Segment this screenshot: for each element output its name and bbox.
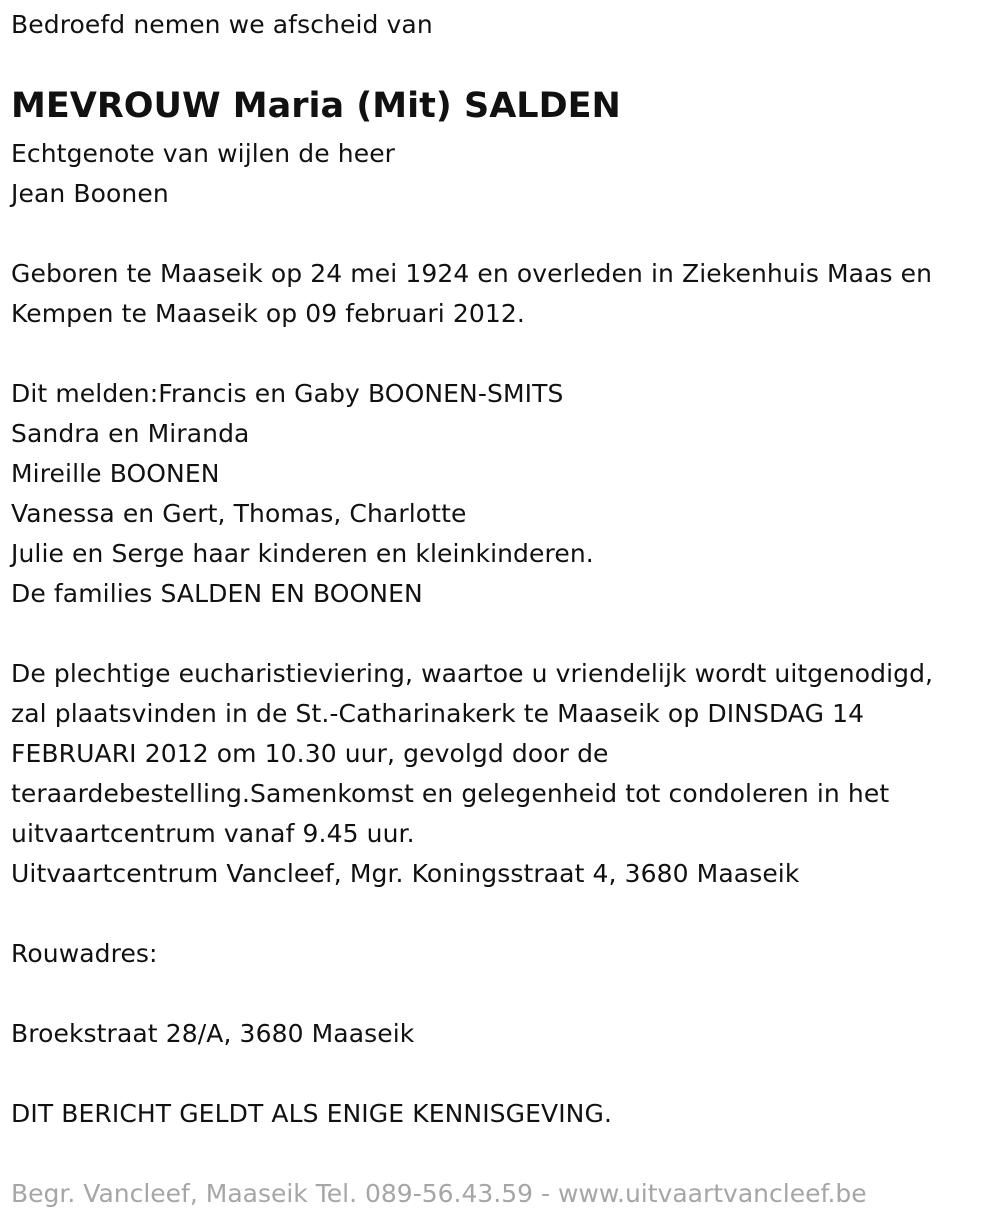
funeral-service-block bbox=[11, 654, 933, 894]
deceased-name: MEVROUW Maria (Mit) SALDEN bbox=[11, 86, 621, 126]
mourning-address-label: Rouwadres: bbox=[11, 939, 158, 968]
family-line: Sandra en Miranda bbox=[11, 419, 250, 448]
birth-death-block bbox=[11, 254, 932, 334]
service-line: teraardebestelling.Samenkomst en gelegenheid tot condoleren in het bbox=[11, 779, 890, 808]
birth-death-line: Geboren te Maaseik op 24 mei 1924 en overleden in Ziekenhuis Maas en bbox=[11, 259, 933, 288]
mourning-address: Broekstraat 28/A, 3680 Maaseik bbox=[11, 1019, 415, 1048]
family-line: De families SALDEN EN BOONEN bbox=[11, 579, 423, 608]
mourning-address-label-block bbox=[11, 934, 158, 974]
service-line: Uitvaartcentrum Vancleef, Mgr. Koningsstraat 4, 3680 Maaseik bbox=[11, 859, 800, 888]
birth-death-line: Kempen te Maaseik op 09 februari 2012. bbox=[11, 299, 525, 328]
family-line: Vanessa en Gert, Thomas, Charlotte bbox=[11, 499, 467, 528]
funeral-director-footer: Begr. Vancleef, Maaseik Tel. 089-56.43.59 - www.uitvaartvancleef.be bbox=[11, 1179, 867, 1208]
mourning-address-block bbox=[11, 1014, 414, 1054]
service-line: uitvaartcentrum vanaf 9.45 uur. bbox=[11, 819, 415, 848]
notice-text: DIT BERICHT GELDT ALS ENIGE KENNISGEVING. bbox=[11, 1099, 612, 1128]
notice-block bbox=[11, 1094, 612, 1134]
service-line: FEBRUARI 2012 om 10.30 uur, gevolgd door de bbox=[11, 739, 609, 768]
family-line: Mireille BOONEN bbox=[11, 459, 220, 488]
spouse-block bbox=[11, 134, 395, 214]
spouse-line: Jean Boonen bbox=[11, 179, 169, 208]
spouse-line: Echtgenote van wijlen de heer bbox=[11, 139, 396, 168]
family-block bbox=[11, 374, 594, 614]
service-line: De plechtige eucharistieviering, waartoe u vriendelijk wordt uitgenodigd, bbox=[11, 659, 934, 688]
service-line: zal plaatsvinden in de St.-Catharinakerk te Maaseik op DINSDAG 14 bbox=[11, 699, 865, 728]
intro-text: Bedroefd nemen we afscheid van bbox=[11, 10, 433, 39]
family-line: Julie en Serge haar kinderen en kleinkinderen. bbox=[11, 539, 594, 568]
family-line: Dit melden:Francis en Gaby BOONEN-SMITS bbox=[11, 379, 564, 408]
